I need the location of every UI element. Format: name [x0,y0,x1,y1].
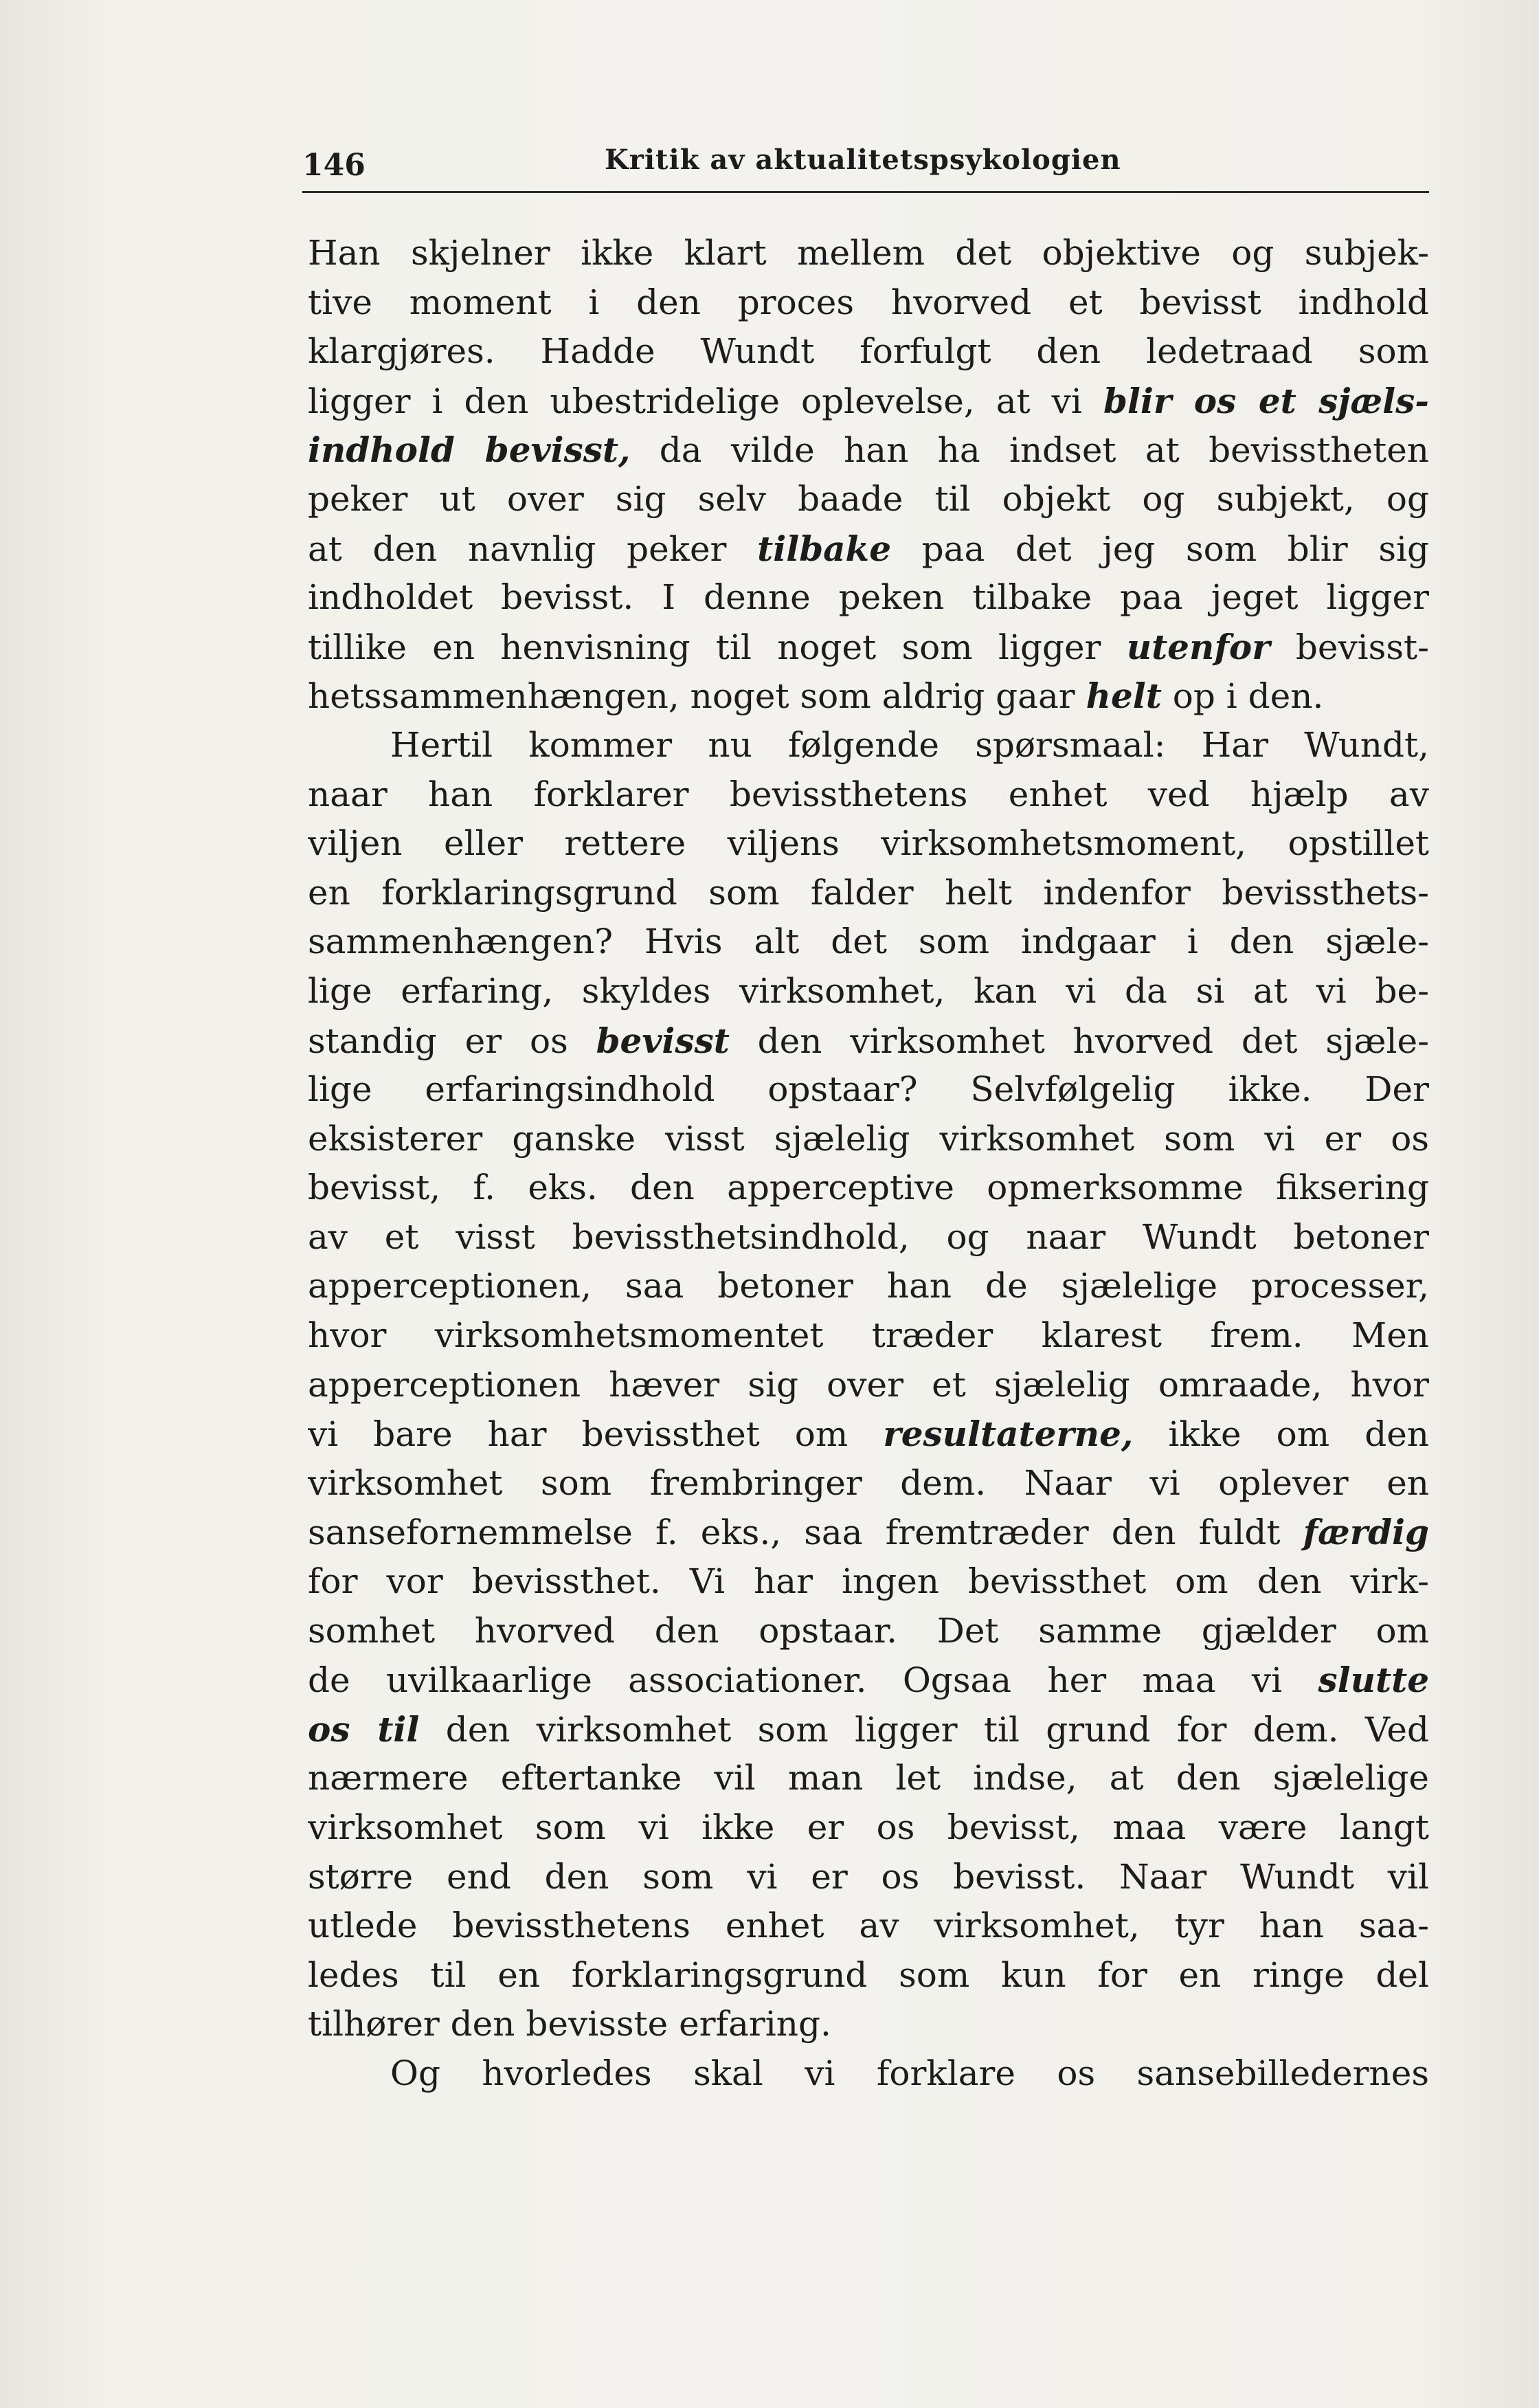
line-segment: nærmere eftertanke vil man let indse, at den sjælelige [308,1758,1429,1798]
line-segment: den virksomhet hvorved det sjæle- [729,1021,1429,1061]
line-segment: ligger i den ubestridelige oplevelse, at vi [308,381,1103,421]
line-segment: bevisst- [1270,627,1429,667]
line-segment: virksomhet som vi ikke er os bevisst, maa være langt [308,1807,1429,1847]
text-line [308,1065,1429,1115]
italic-phrase: os til [308,1708,420,1750]
line-segment: apperceptionen hæver sig over et sjælelig omraade, hvor [308,1364,1429,1405]
text-line [308,1361,1429,1410]
text-line [308,1656,1429,1705]
italic-phrase: utenfor [1126,626,1270,667]
line-segment: den virksomhet som ligger til grund for dem. Ved [419,1709,1429,1750]
italic-phrase: indhold bevisst, [308,430,631,471]
text-line [308,2000,1429,2049]
line-segment: eksisterer ganske visst sjælelig virksomhet som vi er os [308,1118,1429,1159]
text-line [308,1607,1429,1656]
line-segment: bevisst, f. eks. den apperceptive opmerksomme fiksering [308,1168,1429,1208]
text-line [308,1213,1429,1262]
text-line [308,1951,1429,2000]
page-header [302,141,1429,192]
line-segment: somhet hvorved den opstaar. Det samme gjælder om [308,1610,1429,1651]
text-line [308,1902,1429,1951]
line-segment: hetssammenhængen, noget som aldrig gaar [308,676,1086,717]
line-segment: utlede bevissthetens enhet av virksomhet, tyr han saa- [308,1906,1429,1946]
line-segment: sammenhængen? Hvis alt det som indgaar i den sjæle- [308,922,1429,962]
text-line [308,869,1429,918]
text-line [308,1705,1429,1754]
text-line [308,425,1429,475]
text-line [308,1115,1429,1164]
text-line [308,1557,1429,1607]
line-segment: klargjøres. Hadde Wundt forfulgt den ledetraad som [308,331,1429,372]
line-segment: vi bare har bevissthet om [308,1414,884,1455]
text-line [308,1311,1429,1361]
text-line [308,573,1429,623]
text-line [308,1508,1429,1557]
line-segment: peker ut over sig selv baade til objekt og subjekt, og [308,478,1429,519]
text-line [308,1754,1429,1803]
text-line [308,770,1429,820]
text-line [308,524,1429,574]
line-segment: op i den. [1161,676,1324,717]
line-segment: større end den som vi er os bevisst. Naar Wundt vil [308,1856,1429,1897]
page-number: 146 [302,148,366,183]
italic-phrase: tilbake [757,528,892,569]
text-line [308,2049,1429,2099]
italic-phrase: bevisst [596,1020,730,1061]
line-segment: virksomhet som frembringer dem. Naar vi oplever en [308,1462,1429,1503]
text-line [308,623,1429,672]
header-rule [302,191,1429,193]
line-segment: lige erfaringsindhold opstaar? Selvfølgelig ikke. Der [308,1069,1429,1110]
text-line [308,721,1429,770]
line-segment: ledes til en forklaringsgrund som kun for en ringe del [308,1954,1429,1995]
running-title: Kritik av aktualitetspsykologien [605,144,1121,176]
text-line [308,967,1429,1016]
line-segment: Hertil kommer nu følgende spørsmaal: Har Wundt, [390,724,1429,765]
line-segment: de uvilkaarlige associationer. Ogsaa her maa vi [308,1660,1318,1701]
text-line [308,377,1429,426]
line-segment: av et visst bevissthetsindhold, og naar Wundt betoner [308,1216,1429,1257]
italic-phrase: helt [1086,676,1162,717]
line-segment: standig er os [308,1021,596,1061]
text-line [308,229,1429,278]
line-segment: hvor virksomhetsmomentet træder klarest frem. Men [308,1315,1429,1356]
line-segment: at den navnlig peker [308,528,758,569]
text-line [308,1016,1429,1066]
line-segment: paa det jeg som blir sig [891,528,1429,569]
line-segment: naar han forklarer bevissthetens enhet ved hjælp av [308,774,1429,814]
line-segment: en forklaringsgrund som falder helt indenfor bevissthets- [308,872,1429,913]
line-segment: tilhører den bevisste erfaring. [308,2004,831,2044]
italic-phrase: slutte [1318,1660,1429,1701]
text-line [308,819,1429,869]
line-segment: Han skjelner ikke klart mellem det objektive og subjek- [308,233,1429,273]
text-line [308,1459,1429,1508]
text-line [308,1409,1429,1459]
line-segment: sansefornemmelse f. eks., saa fremtræder den fuldt [308,1513,1303,1553]
text-line [308,671,1429,721]
body-text [308,229,1429,2099]
italic-phrase: resultaterne, [883,1414,1134,1455]
line-segment: for vor bevissthet. Vi har ingen bevissthet om den virk- [308,1561,1429,1602]
text-line [308,1803,1429,1853]
line-segment: ikke om den [1133,1414,1429,1455]
line-segment: Og hvorledes skal vi forklare os sansebilledernes [390,2053,1429,2093]
line-segment: da vilde han ha indset at bevisstheten [630,430,1429,471]
text-line [308,278,1429,328]
line-segment: viljen eller rettere viljens virksomhetsmoment, opstillet [308,823,1429,864]
italic-phrase: blir os et sjæls- [1103,380,1429,421]
text-line [308,917,1429,967]
line-segment: tive moment i den proces hvorved et bevisst indhold [308,282,1429,322]
line-segment: tillike en henvisning til noget som ligger [308,627,1127,667]
text-line [308,475,1429,524]
line-segment: lige erfaring, skyldes virksomhet, kan vi da si at vi be- [308,970,1429,1011]
line-segment: apperceptionen, saa betoner han de sjælelige processer, [308,1266,1429,1306]
text-line [308,327,1429,377]
text-line [308,1853,1429,1902]
text-line [308,1262,1429,1311]
text-line [308,1163,1429,1213]
line-segment: indholdet bevisst. I denne peken tilbake paa jeget ligger [308,577,1429,618]
italic-phrase: færdig [1303,1512,1429,1553]
